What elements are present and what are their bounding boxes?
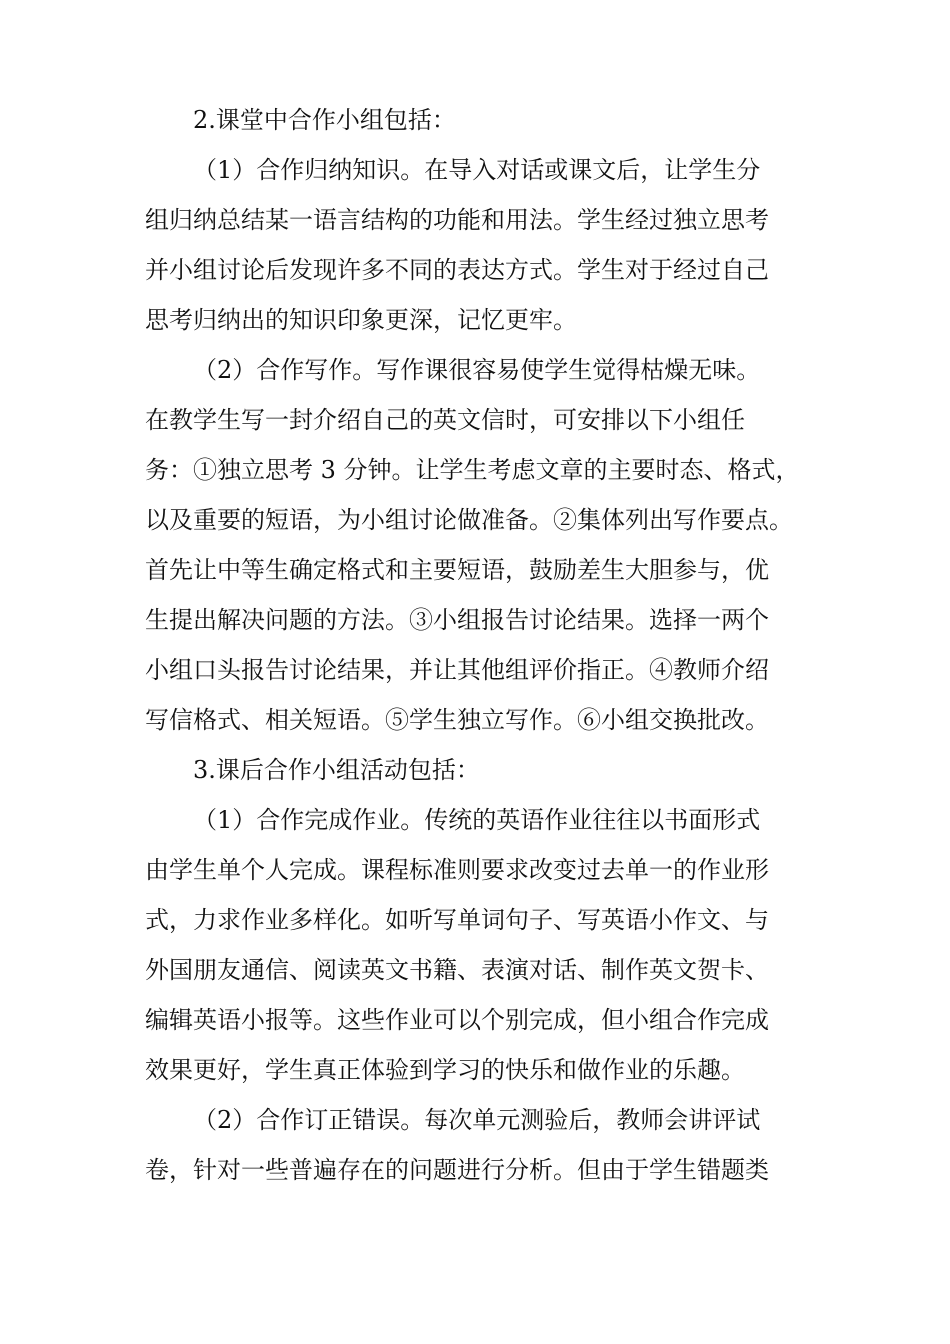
text-line: （2）合作写作。写作课很容易使学生觉得枯燥无味。 <box>193 356 761 384</box>
document-body <box>145 95 810 1195</box>
text-line: 2.课堂中合作小组包括： <box>193 106 456 134</box>
text-line: 3.课后合作小组活动包括： <box>193 756 480 784</box>
text-line: 思考归纳出的知识印象更深，记忆更牢。 <box>145 306 577 334</box>
text-line: 编辑英语小报等。这些作业可以个别完成，但小组合作完成 <box>145 1006 769 1034</box>
text-line: 首先让中等生确定格式和主要短语，鼓励差生大胆参与，优 <box>145 556 769 584</box>
text-line: 效果更好，学生真正体验到学习的快乐和做作业的乐趣。 <box>145 1056 745 1084</box>
text-line: 组归纳总结某一语言结构的功能和用法。学生经过独立思考 <box>145 206 769 234</box>
text-line: 并小组讨论后发现许多不同的表达方式。学生对于经过自己 <box>145 256 769 284</box>
text-line: 由学生单个人完成。课程标准则要求改变过去单一的作业形 <box>145 856 769 884</box>
text-line: 外国朋友通信、阅读英文书籍、表演对话、制作英文贺卡、 <box>145 956 769 984</box>
text-line: 卷，针对一些普遍存在的问题进行分析。但由于学生错题类 <box>145 1156 769 1184</box>
text-line: （2）合作订正错误。每次单元测验后，教师会讲评试 <box>193 1106 761 1134</box>
text-line: 在教学生写一封介绍自己的英文信时，可安排以下小组任 <box>145 406 745 434</box>
text-line: （1）合作归纳知识。在导入对话或课文后，让学生分 <box>193 156 761 184</box>
text-line: 式，力求作业多样化。如听写单词句子、写英语小作文、与 <box>145 906 769 934</box>
text-line: 以及重要的短语，为小组讨论做准备。②集体列出写作要点。 <box>145 506 793 534</box>
text-line: （1）合作完成作业。传统的英语作业往往以书面形式 <box>193 806 761 834</box>
text-line: 写信格式、相关短语。⑤学生独立写作。⑥小组交换批改。 <box>145 706 769 734</box>
text-line: 务：①独立思考 3 分钟。让学生考虑文章的主要时态、格式， <box>145 456 800 484</box>
text-line: 生提出解决问题的方法。③小组报告讨论结果。选择一两个 <box>145 606 769 634</box>
text-line: 小组口头报告讨论结果，并让其他组评价指正。④教师介绍 <box>145 656 769 684</box>
